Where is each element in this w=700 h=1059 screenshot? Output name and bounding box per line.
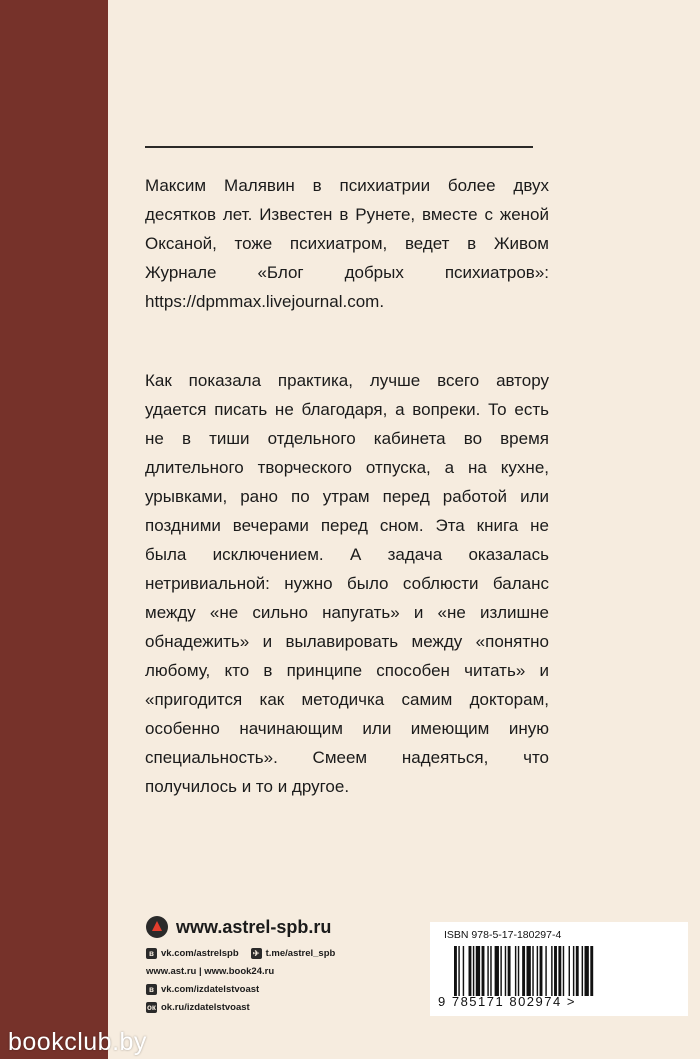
telegram-link[interactable]: t.me/astrel_spb	[265, 947, 336, 959]
vk-icon: в	[146, 984, 157, 995]
publisher-site-row[interactable]	[146, 912, 386, 942]
author-bio: Максим Малявин в психиатрии более двух десятков лет. Известен в Рунете, вместе с женой Оксаной, тоже психиатром, ведет в Живом Журнале «Блог добрых психиатров»: https://dpmmax.livejournal.com.	[145, 176, 549, 311]
ok-row	[146, 998, 386, 1016]
ok-link[interactable]: ok.ru/izdatelstvoast	[161, 1001, 250, 1013]
telegram-icon: ✈	[251, 948, 262, 959]
divider-line	[145, 146, 533, 148]
watermark-text: bookclub.by	[8, 1028, 147, 1056]
vk-icon: в	[146, 948, 157, 959]
publisher-info	[146, 912, 386, 1016]
shops-row	[146, 962, 386, 980]
astrel-logo-icon	[146, 916, 168, 938]
barcode-bars	[454, 946, 672, 996]
shops-links[interactable]: www.ast.ru | www.book24.ru	[146, 965, 275, 977]
isbn-label: ISBN 978-5-17-180297-4	[444, 929, 562, 941]
book-spine	[0, 0, 108, 1059]
vk-main-row	[146, 980, 386, 998]
book-description: Как показала практика, лучше всего автору удается писать не благодаря, а вопреки. То есть не в тиши отдельного кабинета во время длительного творческого отпуска, а на кухне, урывками, рано по утрам перед работой или поздними вечерами перед сном. Эта книга не была исключением. А задача оказалась нетривиальной: нужно было соблюсти баланс между «не сильно напугать» и «не излишне обнадежить» и вылавировать между «понятно любому, кто в принципе способен читать» и «пригодится как методичка самим докторам, особенно начинающим или имеющим иную специальность». Смеем надеяться, что получилось и то и другое.	[145, 371, 549, 796]
vk-spb-link[interactable]: vk.com/astrelspb	[161, 947, 239, 959]
odnoklassniki-icon: ок	[147, 1002, 156, 1012]
barcode-digits: 9 785171 802974 >	[438, 994, 576, 1009]
social-row	[146, 944, 386, 962]
vk-main-link[interactable]: vk.com/izdatelstvoast	[161, 983, 260, 995]
publisher-site-link[interactable]: www.astrel-spb.ru	[176, 916, 332, 937]
barcode-panel	[430, 922, 688, 1016]
